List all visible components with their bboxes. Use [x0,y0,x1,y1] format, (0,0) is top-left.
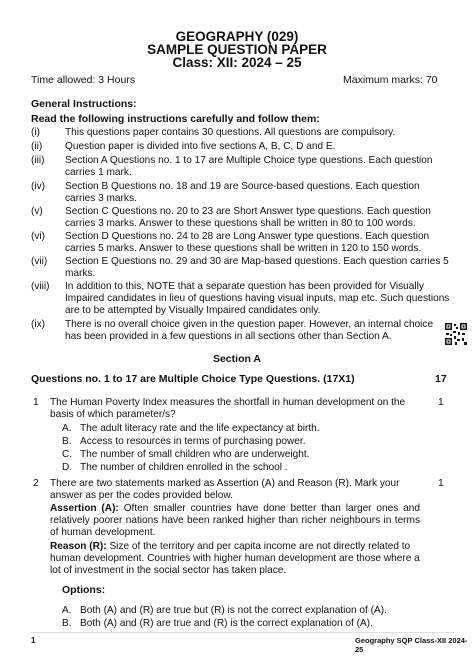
instruction-text: This questions paper contains 30 questions. All questions are compulsory. [65,127,396,138]
instruction-item [31,141,451,153]
option-letter: A. [62,423,72,434]
paper-subject-title: GEOGRAPHY (029) [175,29,299,44]
instruction-text: Section D Questions no. 24 to 28 are Long Answer type questions. Each question carries 5 marks. Answer to these questions shall be written in 120 to 150 words. [65,231,430,254]
option-letter: B. [62,618,72,629]
question-number: 2 [33,478,39,489]
instruction-text: Section A Questions no. 1 to 17 are Multiple Choice type questions. Each question carries 1 mark. [65,155,433,178]
assertion-label: Assertion (A): [50,503,119,514]
instruction-text: There is no overall choice given in the question paper. However, an internal choice has been provided in a few questions in all sections other than Section A. [65,319,434,342]
instruction-number: (v) [31,206,43,217]
reason-block [50,541,420,577]
general-instructions-heading: General Instructions: [31,98,137,110]
instruction-text: Section E Questions no. 29 and 30 are Map-based questions. Each question carries 5 marks. [65,256,449,279]
instruction-number: (i) [31,127,40,138]
option-text: Both (A) and (R) are true but (R) is not the correct explanation of (A). [80,605,387,616]
instruction-number: (iii) [31,155,45,166]
time-allowed: Time allowed: 3 Hours [31,74,136,86]
instruction-number: (vi) [31,231,46,242]
instruction-item [31,281,451,316]
question-text: The Human Poverty Index measures the shortfall in human development on the basis of which parameter/s? [50,397,406,420]
section-a-title: Section A [212,353,262,365]
question-number: 1 [33,397,39,408]
option-text: The number of children enrolled in the school . [80,462,288,473]
instruction-number: (viii) [31,281,50,292]
option-letter: A. [62,605,72,616]
instruction-number: (vii) [31,256,48,267]
footer-divider [31,632,454,633]
page-number: 1 [31,636,36,645]
paper-class-title: Class: XII: 2024 – 25 [172,55,302,70]
instruction-item [31,155,451,179]
instruction-item [31,206,451,230]
read-instructions-heading: Read the following instructions carefully and follow them: [31,113,320,125]
instruction-item [31,127,451,139]
qr-code-icon [444,322,468,346]
option-text: The number of small children who are underweight. [80,449,310,460]
mcq-heading: Questions no. 1 to 17 are Multiple Choice Type Questions. (17X1) [31,373,355,385]
option-letter: D. [62,462,73,473]
reason-text: Size of the territory and per capita income are not directly related to human development. Countries with higher human development are those where a lot of investment in the social sector has taken place. [50,541,420,576]
option-item [62,462,288,473]
mcq-total-marks: 17 [435,373,447,385]
option-text: Access to resources in terms of purchasing power. [80,436,306,447]
question-text: There are two statements marked as Assertion (A) and Reason (R). Mark your answer as per the codes provided below. [50,478,400,501]
option-item [62,618,373,629]
instruction-item [31,256,451,280]
options-label: Options: [62,584,106,596]
instruction-text: Section B Questions no. 18 and 19 are Source-based questions. Each question carries 3 marks. [65,181,420,204]
instruction-number: (ix) [31,319,46,330]
question-marks: 1 [438,397,444,408]
option-item [62,449,309,460]
option-item [62,605,387,616]
assertion-block [50,503,420,539]
option-text: Both (A) and (R) are true and (R) is the correct explanation of (A). [80,618,373,629]
instruction-item [31,231,451,255]
option-letter: C. [62,449,73,460]
assertion-text: Often smaller countries have done better than larger ones and relatively poorer nations have been ranked higher than richer neighbours in terms of human development. [50,503,421,538]
instruction-number: (iv) [31,181,46,192]
reason-label: Reason (R): [50,541,107,552]
option-letter: B. [62,436,72,447]
instruction-text: Section C Questions no. 20 to 23 are Short Answer type questions. Each question carries 3 marks. Answer to these questions shall be written in 80 to 100 words. [65,206,431,229]
option-item [62,436,306,447]
instruction-item [31,181,451,205]
instruction-number: (ii) [31,141,43,152]
maximum-marks: Maximum marks: 70 [343,74,438,86]
instruction-text: In addition to this, NOTE that a separate question has been provided for Visually Impaired candidates in lieu of questions having visual inputs, map etc. Such questions are to be attempted by Visually Impaired candidates only. [65,281,450,316]
instruction-item [31,319,439,343]
footer-title: Geography SQP Class-XII 2024-25 [355,636,468,654]
instruction-text: Question paper is divided into five sections A, B, C, D and E. [65,141,336,152]
option-text: The adult literacy rate and the life expectancy at birth. [80,423,320,434]
paper-type-title: SAMPLE QUESTION PAPER [147,42,327,57]
question-marks: 1 [438,478,444,489]
option-item [62,423,320,434]
